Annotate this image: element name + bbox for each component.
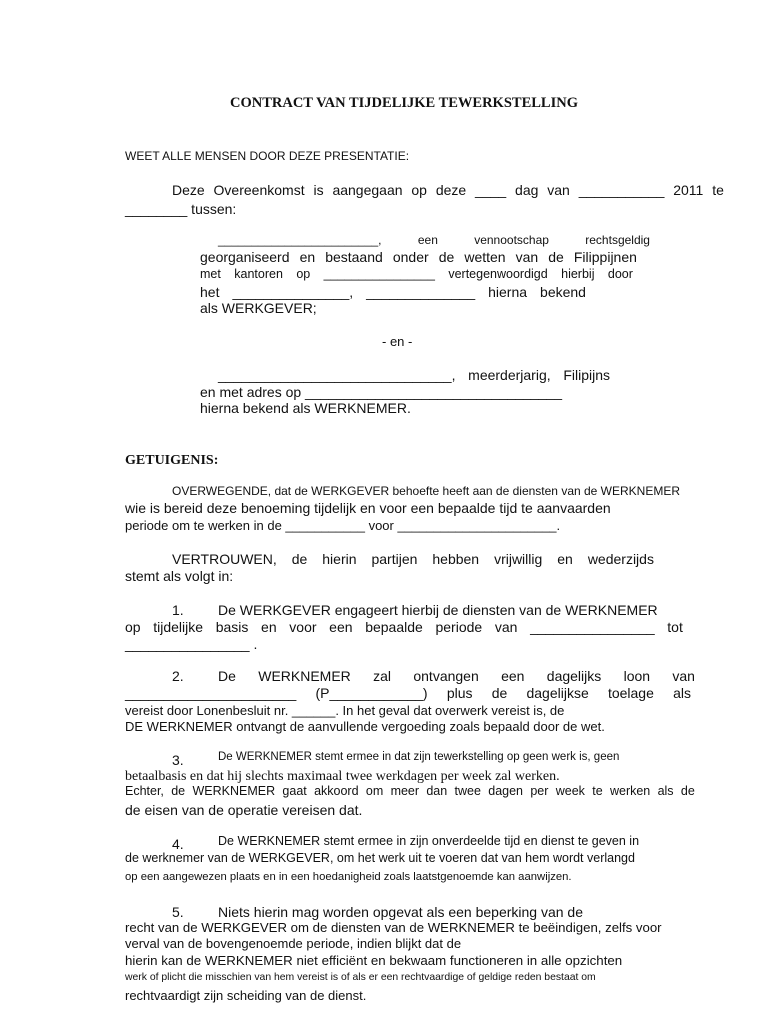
word: het xyxy=(200,284,220,300)
word: vennootschap xyxy=(474,233,549,247)
employer-line-2 xyxy=(200,250,637,265)
employer-line-3 xyxy=(200,268,633,282)
clause-4-line-1: De WERKNEMER stemt ermee in zijn onverdeelde tijd en dienst te geven in xyxy=(218,834,640,848)
word: _______________, xyxy=(232,284,354,300)
word: Overeenkomst xyxy=(213,182,305,198)
word: ______________ xyxy=(366,284,476,300)
word: basis xyxy=(215,619,249,635)
word: en xyxy=(557,551,573,567)
whereas-line-1: OVERWEGENDE, dat de WERKGEVER behoefte heeft aan de diensten van de WERKNEMER xyxy=(172,484,681,498)
clause-3-line-3 xyxy=(125,785,695,799)
word: hierna xyxy=(488,284,528,300)
word: de xyxy=(680,784,695,798)
clause-1-line-1: De WERKGEVER engageert hierbij de diensten van de WERKNEMER xyxy=(218,602,658,618)
word: als xyxy=(673,685,691,701)
word: ______________________________, xyxy=(218,367,456,383)
word: vrijwillig xyxy=(494,551,543,567)
word: gaat xyxy=(282,784,307,798)
word: WERKNEMER xyxy=(192,784,276,798)
word: kantoren xyxy=(234,267,283,281)
word: onder xyxy=(392,249,429,265)
word: partijen xyxy=(371,551,418,567)
clause-2-line-2 xyxy=(125,686,691,701)
word: van xyxy=(547,182,570,198)
agreement-line-2: ________ tussen: xyxy=(125,201,237,217)
clause-4-line-2: de werknemer van de WERKGEVER, om het werk uit te voeren dat van hem wordt verlangd xyxy=(125,851,635,865)
word: De xyxy=(218,668,236,684)
document-title: CONTRACT VAN TIJDELIJKE TEWERKSTELLING xyxy=(230,95,578,111)
word: akkoord xyxy=(314,784,359,798)
word: en xyxy=(261,619,277,635)
word: rechtsgeldig xyxy=(585,233,650,247)
employer-line-5: als WERKGEVER; xyxy=(200,300,317,316)
word: zal xyxy=(373,668,392,684)
clause-3-line-1: De WERKNEMER stemt ermee in dat zijn tewerkstelling op geen werk is, geen xyxy=(218,751,620,763)
clause-3-line-4: de eisen van de operatie vereisen dat. xyxy=(125,802,363,818)
clause-1-line-2 xyxy=(125,620,683,635)
word: hierbij xyxy=(561,267,595,281)
employee-line-3: hierna bekend als WERKNEMER. xyxy=(200,400,411,416)
word: de xyxy=(291,551,308,567)
word: toelage xyxy=(607,685,654,701)
trust-line-1 xyxy=(172,552,654,567)
word: een xyxy=(329,619,353,635)
word: ________________ xyxy=(323,267,435,281)
word: Filipijns xyxy=(563,367,610,383)
word: meerderjarig, xyxy=(468,367,551,383)
word: te xyxy=(712,182,724,198)
clause-2-number: 2. xyxy=(172,668,184,684)
clause-3-line-2: betaalbasis en dat hij slechts maximaal twee werkdagen per week zal werken. xyxy=(125,769,560,784)
word: dagen xyxy=(488,784,524,798)
clause-5-line-5: werk of plicht die misschien van hem vereist is of als er een rechtvaardige of geldige reden bestaat om xyxy=(125,972,596,983)
word: en xyxy=(299,249,316,265)
word: meer xyxy=(390,784,420,798)
word: ___________ xyxy=(578,182,665,198)
word: per xyxy=(530,784,549,798)
word: van xyxy=(494,619,518,635)
word: ontvangen xyxy=(413,668,479,684)
word: een xyxy=(501,668,525,684)
employee-line-2: en met adres op _________________________________ xyxy=(200,384,563,400)
word: wederzijds xyxy=(587,551,654,567)
word: georganiseerd xyxy=(200,249,290,265)
clause-5-number: 5. xyxy=(172,904,184,920)
word: de xyxy=(548,249,564,265)
clause-5-line-4: hierin kan de WERKNEMER niet efficiënt en bekwaam functioneren in alle opzichten xyxy=(125,953,623,968)
word: deze xyxy=(435,182,467,198)
word: hierin xyxy=(322,551,357,567)
word: plus xyxy=(446,685,473,701)
word: op xyxy=(296,267,311,281)
word: hebben xyxy=(432,551,480,567)
employer-line-4 xyxy=(200,285,586,300)
word: om xyxy=(365,784,384,798)
clause-3-number: 3. xyxy=(172,752,184,768)
word: aangegaan xyxy=(332,182,403,198)
word: Filippijnen xyxy=(573,249,637,265)
intro-line: WEET ALLE MENSEN DOOR DEZE PRESENTATIE: xyxy=(125,149,410,163)
word: een xyxy=(417,233,438,247)
word: tijdelijke xyxy=(153,619,204,635)
word: bestaand xyxy=(325,249,383,265)
clause-5-line-1: Niets hierin mag worden opgevat als een beperking van de xyxy=(218,904,584,920)
word: twee xyxy=(454,784,481,798)
word: loon xyxy=(623,668,651,684)
word: de xyxy=(438,249,455,265)
word: is xyxy=(313,182,324,198)
word: ________________________, xyxy=(218,233,382,247)
clause-2-line-1 xyxy=(218,669,695,684)
word: de xyxy=(491,685,508,701)
whereas-line-3: periode om te werken in de ___________ voor ______________________. xyxy=(125,518,561,533)
word: Echter, xyxy=(125,784,164,798)
word: wetten xyxy=(464,249,506,265)
word: van xyxy=(672,668,695,684)
word: bekend xyxy=(540,284,586,300)
word: dan xyxy=(426,784,448,798)
employee-line-1 xyxy=(218,368,610,383)
word: periode xyxy=(435,619,483,635)
agreement-line-1 xyxy=(172,183,724,198)
word: VERTROUWEN, xyxy=(172,551,277,567)
word: voor xyxy=(289,619,317,635)
word: tot xyxy=(667,619,683,635)
word: week xyxy=(555,784,585,798)
word: op xyxy=(125,619,141,635)
word: de xyxy=(171,784,186,798)
word: WERKNEMER xyxy=(258,668,351,684)
word: dag xyxy=(515,182,539,198)
word: werken xyxy=(609,784,651,798)
word: door xyxy=(607,267,633,281)
word: met xyxy=(200,267,221,281)
word: op xyxy=(411,182,427,198)
trust-line-2: stemt als volgt in: xyxy=(125,568,234,584)
word: vertegenwoordigd xyxy=(448,267,548,281)
clause-2-line-4: DE WERKNEMER ontvangt de aanvullende vergoeding zoals bepaald door de wet. xyxy=(125,719,605,734)
clause-5-line-2: recht van de WERKGEVER om de diensten van de WERKNEMER te beëindigen, zelfs voor xyxy=(125,920,662,935)
word: dagelijks xyxy=(546,668,602,684)
word: ______________________ xyxy=(125,685,297,701)
whereas-line-2: wie is bereid deze benoeming tijdelijk en voor een bepaalde tijd te aanvaarden xyxy=(125,500,611,516)
clause-4-line-3: op een aangewezen plaats en in een hoedanigheid zoals laatstgenoemde kan aanwijzen. xyxy=(125,871,572,883)
word: bepaalde xyxy=(365,619,423,635)
clause-1-line-3: ________________ . xyxy=(125,636,258,652)
clause-4-number: 4. xyxy=(172,836,184,852)
word: als xyxy=(657,784,674,798)
clause-1-number: 1. xyxy=(172,602,184,618)
word: van xyxy=(515,249,539,265)
word: 2011 xyxy=(673,182,704,198)
word: (P____________) xyxy=(315,685,428,701)
clause-2-line-3: vereist door Lonenbesluit nr. ______. In het geval dat overwerk vereist is, de xyxy=(125,703,565,718)
word: ____ xyxy=(475,182,507,198)
section-heading: GETUIGENIS: xyxy=(125,453,219,468)
clause-5-line-3: verval van de bovengenoemde periode, indien blijkt dat de xyxy=(125,936,462,951)
word: te xyxy=(592,784,603,798)
employer-line-1 xyxy=(218,234,650,247)
clause-5-line-6: rechtvaardigt zijn scheiding van de dienst. xyxy=(125,988,367,1003)
word: ________________ xyxy=(530,619,655,635)
word: Deze xyxy=(172,182,205,198)
separator-en: - en - xyxy=(382,334,413,349)
word: dagelijkse xyxy=(526,685,589,701)
